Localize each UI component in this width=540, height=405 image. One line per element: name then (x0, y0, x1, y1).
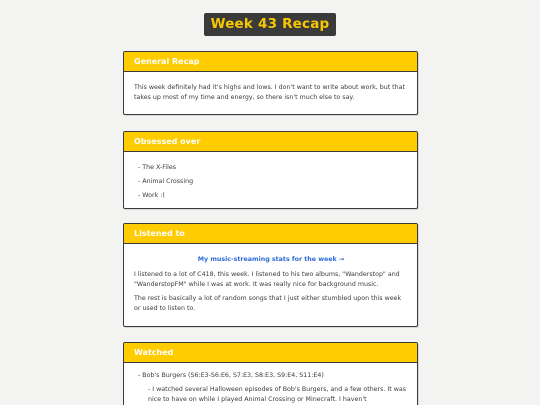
listened-paragraph-1: I listened to a lot of C418, this week. I listened to his two albums, "Wanderstop" and "WanderstopFM" while I was at work. It was really nice for background music. (134, 271, 400, 288)
listened-to-header: Listened to (124, 224, 417, 244)
listened-to-body (124, 244, 417, 327)
music-stats-link[interactable]: My music-streaming stats for the week → (197, 256, 345, 263)
general-recap-header: General Recap (124, 52, 417, 72)
watched-header: Watched (124, 343, 417, 363)
watched-body (124, 363, 417, 405)
listened-paragraph-2: The rest is basically a lot of random songs that I just either stumbled upon this week or used to listen to. (134, 295, 402, 312)
general-recap-card (123, 51, 418, 115)
list-item: - Bob's Burgers (S6:E3-S6:E6, S7:E3, S8:E3, S9:E4, S11:E4) (138, 372, 324, 379)
general-recap-text: This week definitely had it's highs and lows. I don't want to write about work, but that takes up most of my time and energy, so there isn't much else to say. (134, 84, 405, 101)
list-item: - The X-Files (138, 164, 177, 171)
watched-list (134, 371, 408, 405)
listened-to-card (123, 223, 418, 327)
watched-card (123, 342, 418, 405)
obsessed-over-body (124, 152, 417, 209)
page-title: Week 43 Recap (204, 13, 337, 36)
obsessed-over-header: Obsessed over (124, 132, 417, 152)
list-item: - Animal Crossing (138, 178, 194, 185)
title-area (0, 0, 540, 51)
list-item: - Work :( (138, 192, 165, 199)
general-recap-body (124, 72, 417, 115)
obsessed-over-card (123, 131, 418, 209)
list-subitem: - I watched several Halloween episodes of Bob's Burgers, and a few others. It was nice to have on while I played Animal Crossing or Minecraft. I haven't (148, 386, 407, 403)
obsessed-list (134, 163, 408, 201)
